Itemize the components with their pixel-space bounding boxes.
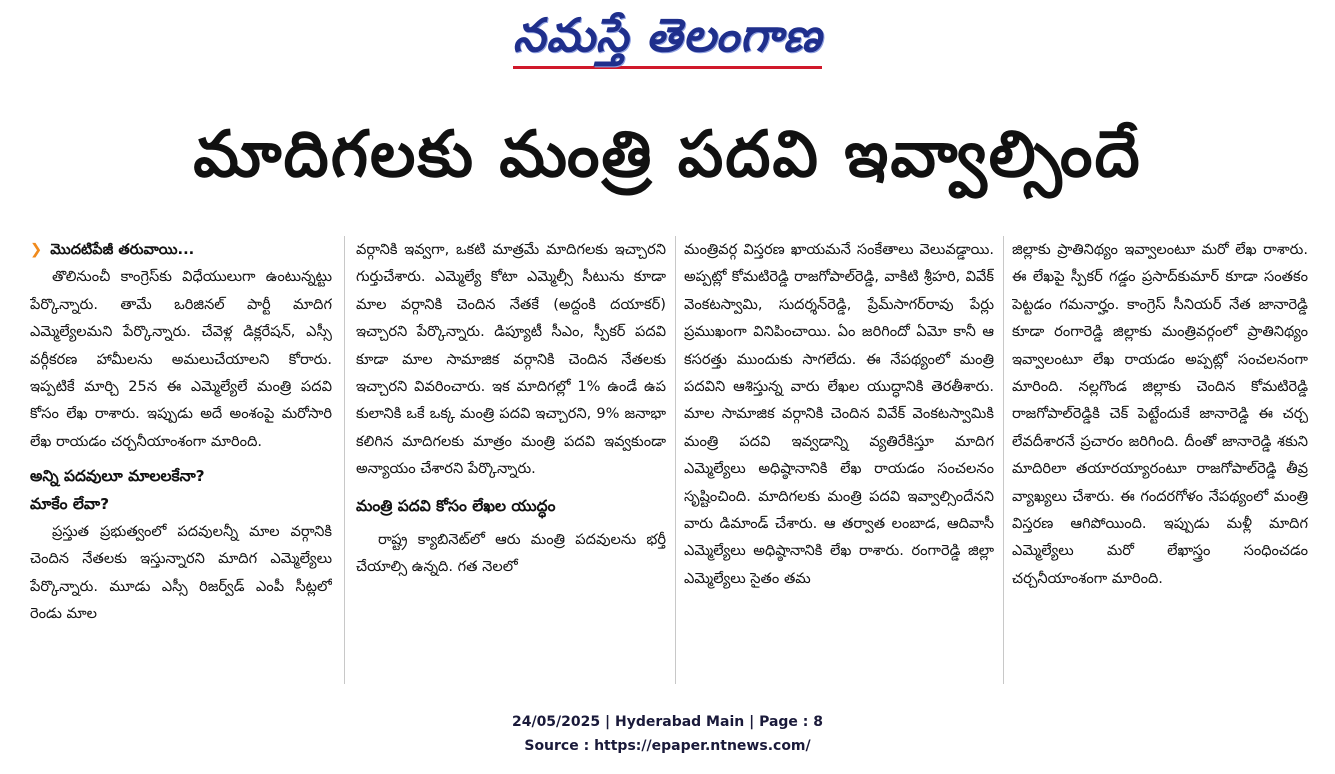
article-column-3	[684, 236, 994, 684]
article-body	[30, 236, 1308, 686]
masthead	[0, 4, 1335, 66]
subheading: మంత్రి పదవి కోసం లేఖల యుద్ధం	[356, 496, 556, 515]
source-link[interactable]: Source : https://epaper.ntnews.com/	[524, 738, 811, 754]
column-divider	[344, 236, 345, 684]
column-divider	[1003, 236, 1004, 684]
chevron-right-icon: ❯	[30, 241, 43, 258]
page-footer	[0, 710, 1335, 758]
article-column-1	[30, 236, 332, 684]
paragraph: జిల్లాకు ప్రాతినిథ్యం ఇవ్వాలంటూ మరో లేఖ రాశారు. ఈ లేఖపై స్పీకర్ గడ్డం ప్రసాద్‌కుమార్ కూడా సంతకం పెట్టడం గమనార్హం. కాంగ్రెస్ సీనియర్ నేత జానారెడ్డి కూడా రంగారెడ్డి జిల్లాకు మంత్రివర్గంలో ప్రాతినిథ్యం ఇవ్వాలంటూ లేఖ రాయడం అప్పట్లో సంచలనంగా మారింది. నల్లగొండ జిల్లాకు చెందిన కోమటిరెడ్డి రాజగోపాల్‌రెడ్డికి చెక్ పెట్టేందుకే జానారెడ్డి ఈ చర్చ లేవదీశారనే ప్రచారం జరిగింది. దీంతో జానారెడ్డి శకుని మాదిరిలా తయారయ్యారంటూ రాజగోపాల్‌రెడ్డి తీవ్ర వ్యాఖ్యలు చేశారు. ఈ గందరగోళం నేపథ్యంలో మంత్రి విస్తరణ ఆగిపోయింది. ఇప్పుడు మళ్లీ మాదిగ ఎమ్మెల్యేలు మరో లేఖాస్త్రం సంధించడం చర్చనీయాంశంగా మారింది.	[1012, 241, 1308, 587]
paragraph: వర్గానికి ఇవ్వగా, ఒకటి మాత్రమే మాదిగలకు ఇచ్చారని గుర్తుచేశారు. ఎమ్మెల్యే కోటా ఎమ్మెల్సీ సీటును కూడా మాల వర్గానికి చెందిన నేతకే (అద్దంకి దయాకర్) ఇచ్చారని పేర్కొన్నారు. డిప్యూటీ సీఎం, స్పీకర్ పదవి కూడా మాల సామాజిక వర్గానికి చెందిన నేతలకు ఇచ్చారని వివరించారు. ఇక మాదిగల్లో 1% ఉండే ఉప కులానికి ఒకే ఒక్క మంత్రి పదవి ఇచ్చారని, 9% జనాభా కలిగిన మాదిగలకు మాత్రం మంత్రి పదవి ఇవ్వకుండా అన్యాయం చేశారని పేర్కొన్నారు.	[356, 241, 666, 478]
headline: మాదిగలకు మంత్రి పదవి ఇవ్వాల్సిందే	[193, 118, 1142, 192]
column-divider	[675, 236, 676, 684]
paragraph: మంత్రివర్గ విస్తరణ ఖాయమనే సంకేతాలు వెలువడ్డాయి. అప్పట్లో కోమటిరెడ్డి రాజగోపాల్‌రెడ్డి, వాకిటి శ్రీహరి, వివేక్ వెంకటస్వామి, సుదర్శన్‌రెడ్డి, ప్రేమ్‌సాగర్‌రావు పేర్లు ప్రముఖంగా వినిపించాయి. ఏం జరిగిందో ఏమో కానీ ఆ కసరత్తు ముందుకు సాగలేదు. ఈ నేపథ్యంలో మంత్రి పదవిని ఆశిస్తున్న వారు లేఖల యుద్ధానికి తెరతీశారు. మాల సామాజిక వర్గానికి చెందిన వివేక్ వెంకటస్వామికి మంత్రి పదవి ఇవ్వడాన్ని వ్యతిరేకిస్తూ మాదిగ ఎమ్మెల్యేలు అధిష్ఠానానికి లేఖ రాయడం సంచలనం సృష్టించింది. మాదిగలకు మంత్రి పదవి ఇవ్వాల్సిందేనని వారు డిమాండ్ చేశారు. ఆ తర్వాత లంబాడ, ఆదివాసీ ఎమ్మెల్యేలు అధిష్ఠానానికి లేఖ రాశారు. రంగారెడ్డి జిల్లా ఎమ్మెల్యేలు సైతం తమ	[684, 241, 994, 587]
paragraph: రాష్ట్ర క్యాబినెట్‌లో ఆరు మంత్రి పదవులను భర్తీ చేయాల్సి ఉన్నది. గత నెలలో	[356, 531, 666, 576]
article-column-4	[1012, 236, 1308, 684]
paragraph: ప్రస్తుత ప్రభుత్వంలో పదవులన్నీ మాల వర్గానికి చెందిన నేతలకు ఇస్తున్నారని మాదిగ ఎమ్మెల్యేలు పేర్కొన్నారు. మూడు ఎస్సీ రిజర్వ్‌డ్ ఎంపీ సీట్లలో రెండు మాల	[30, 523, 332, 623]
article-column-2	[356, 236, 666, 684]
paragraph: తొలినుంచీ కాంగ్రెస్‌కు విధేయులుగా ఉంటున్నట్టు పేర్కొన్నారు. తామే ఒరిజినల్ పార్టీ మాదిగ ఎమ్మెల్యేలమని పేర్కొన్నారు. చేవెళ్ల డిక్లరేషన్, ఎస్సీ వర్గీకరణ హామీలను అమలుచేయాలని కోరారు. ఇప్పటికే మార్చి 25న ఈ ఎమ్మెల్యేలే మంత్రి పదవి కోసం లేఖ రాశారు. ఇప్పుడు అదే అంశంపై మరోసారి లేఖ రాయడం చర్చనీయాంశంగా మారింది.	[30, 268, 332, 450]
kicker-text: మొదటిపేజీ తరువాయి...	[50, 241, 195, 258]
edition-info: 24/05/2025 | Hyderabad Main | Page : 8	[511, 714, 824, 730]
continuation-kicker	[30, 236, 332, 263]
subheading: మాకేం లేవా?	[30, 494, 110, 513]
subheading: అన్ని పదవులూ మాలలకేనా?	[30, 467, 205, 486]
masthead-logo: నమస్తే తెలంగాణ	[513, 4, 822, 69]
